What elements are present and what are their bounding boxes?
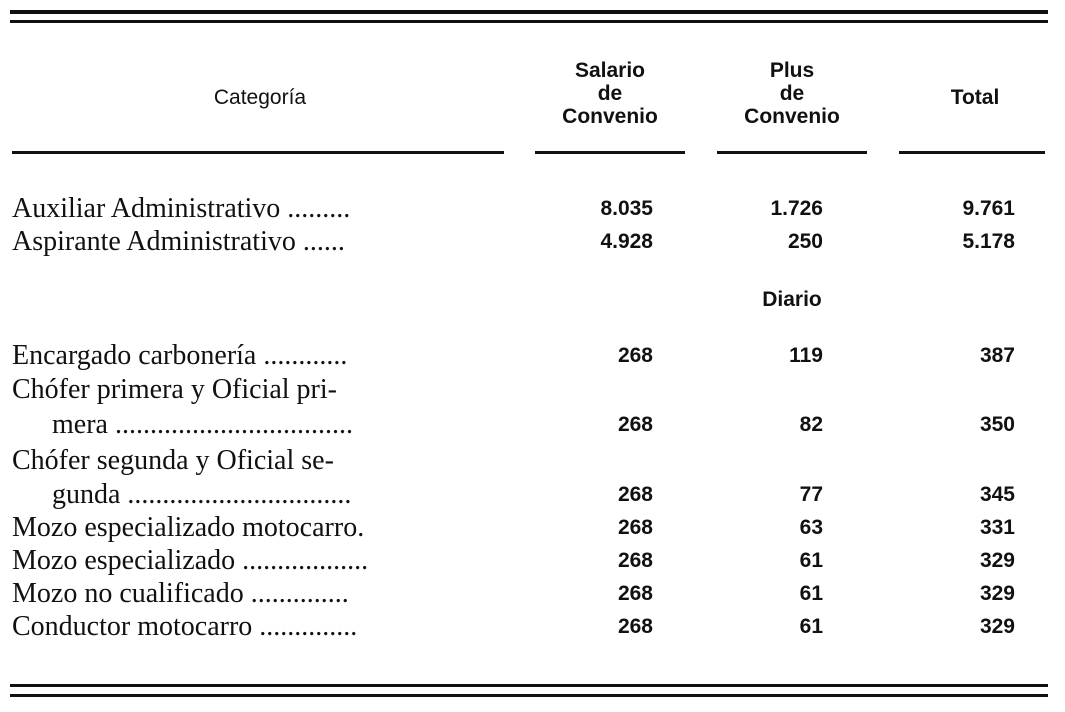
row-categoria: Auxiliar Administrativo ......... (12, 193, 351, 224)
row-plus: 63 (799, 516, 823, 539)
table-row (0, 193, 1065, 225)
row-salario: 268 (617, 483, 653, 506)
header-plus-line3: Convenio (744, 105, 840, 128)
row-plus: 61 (799, 582, 823, 605)
header-rule-categoria (12, 151, 504, 154)
header-rule-plus (717, 151, 867, 154)
bottom-double-rule-lower (10, 694, 1048, 697)
header-rule-salario (535, 151, 685, 154)
table-row (0, 445, 1065, 477)
row-salario: 4.928 (600, 230, 653, 253)
row-total: 345 (979, 483, 1015, 506)
row-total: 5.178 (962, 230, 1015, 253)
header-categoria (10, 86, 510, 109)
row-plus: 1.726 (770, 197, 823, 220)
row-plus: 61 (799, 615, 823, 638)
row-salario: 268 (617, 582, 653, 605)
row-categoria: Mozo no cualificado .............. (12, 578, 349, 609)
header-salario-line1: Salario (574, 59, 646, 82)
row-salario: 268 (617, 516, 653, 539)
header-salario-line3: Convenio (562, 105, 658, 128)
row-plus: 61 (799, 549, 823, 572)
row-plus: 119 (789, 344, 823, 367)
row-categoria: Chófer primera y Oficial pri- (12, 374, 337, 405)
top-double-rule-lower (10, 20, 1048, 23)
row-total: 387 (979, 344, 1015, 367)
table-row (0, 611, 1065, 643)
row-total: 350 (979, 413, 1015, 436)
header-rule-total (899, 151, 1045, 154)
table-row (0, 340, 1065, 372)
header-plus-line1: Plus (769, 59, 815, 82)
header-categoria-label: Categoría (213, 86, 307, 109)
section-label-diario: Diario (762, 288, 822, 311)
bottom-double-rule-upper (10, 684, 1048, 687)
row-salario: 268 (617, 344, 653, 367)
row-categoria: Encargado carbonería ............ (12, 340, 348, 371)
header-plus-line2: de (779, 82, 805, 105)
table-row-continuation (0, 479, 1065, 511)
row-plus: 82 (799, 413, 823, 436)
row-salario: 8.035 (600, 197, 653, 220)
table-row (0, 578, 1065, 610)
row-categoria: Chófer segunda y Oficial se- (12, 445, 334, 476)
table-row (0, 374, 1065, 406)
row-categoria: Conductor motocarro .............. (12, 611, 358, 642)
row-categoria-continuation: gunda ................................ (52, 479, 352, 510)
row-categoria: Mozo especializado motocarro. (12, 512, 365, 543)
row-total: 329 (979, 615, 1015, 638)
table-row (0, 512, 1065, 544)
header-salario (530, 59, 690, 128)
header-plus (712, 59, 872, 128)
row-salario: 268 (617, 413, 653, 436)
table-row (0, 545, 1065, 577)
table-row (0, 226, 1065, 258)
row-salario: 268 (617, 549, 653, 572)
header-total (895, 86, 1055, 109)
row-categoria-continuation: mera .................................. (52, 409, 353, 440)
row-plus: 77 (799, 483, 823, 506)
row-total: 329 (979, 582, 1015, 605)
row-total: 331 (979, 516, 1015, 539)
row-total: 9.761 (962, 197, 1015, 220)
row-categoria: Aspirante Administrativo ...... (12, 226, 345, 257)
header-salario-line2: de (597, 82, 623, 105)
header-total-label: Total (950, 86, 1000, 109)
row-plus: 250 (787, 230, 823, 253)
table-row-continuation (0, 409, 1065, 441)
top-double-rule-upper (10, 10, 1048, 14)
row-salario: 268 (617, 615, 653, 638)
row-total: 329 (979, 549, 1015, 572)
row-categoria: Mozo especializado .................. (12, 545, 369, 576)
